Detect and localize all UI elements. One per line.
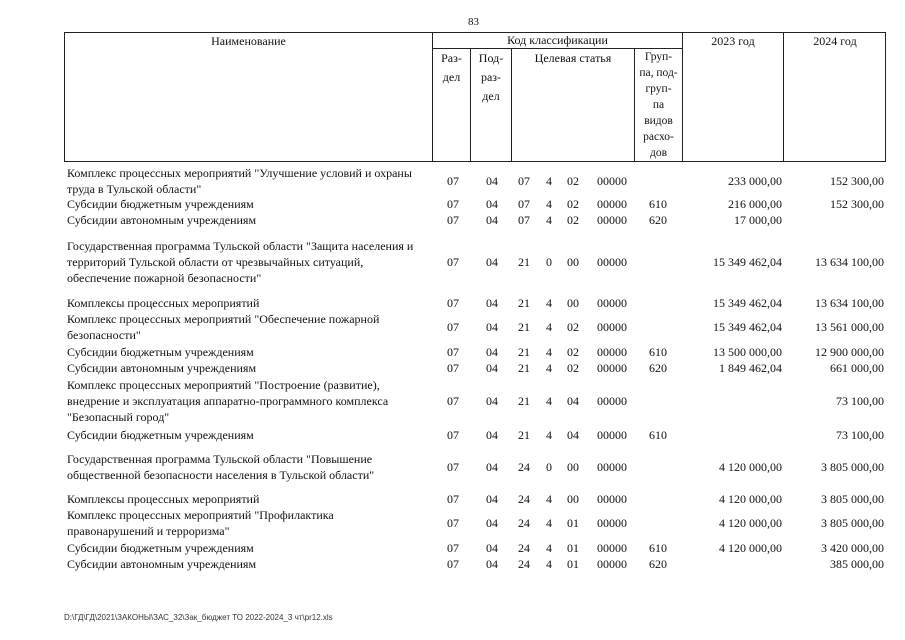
row-razdel: 07: [447, 296, 459, 310]
row-name: Комплекс процессных мероприятий "Профилактика правонарушений и терроризма": [67, 508, 334, 538]
row-podrazdel: 04: [486, 255, 498, 269]
row-cs1: 24: [518, 492, 530, 506]
row-cs2: 4: [546, 428, 552, 442]
row-vr: 620: [649, 557, 667, 571]
row-cs4: 00000: [597, 492, 627, 506]
row-cs4: 00000: [597, 255, 627, 269]
table-row: [0, 556, 905, 572]
row-vr: 620: [649, 361, 667, 375]
row-vr: 610: [649, 345, 667, 359]
row-name: Субсидии бюджетным учреждениям: [67, 428, 254, 442]
row-cs2: 4: [546, 394, 552, 408]
row-cs3: 02: [567, 320, 579, 334]
row-value-2024: 73 100,00: [836, 428, 884, 442]
row-vr: 620: [649, 213, 667, 227]
row-value-2024: 3 805 000,00: [821, 460, 884, 474]
row-cs1: 21: [518, 361, 530, 375]
table-row: [0, 196, 905, 212]
row-cs2: 4: [546, 320, 552, 334]
row-podrazdel: 04: [486, 320, 498, 334]
row-name: Комплекс процессных мероприятий "Улучшение условий и охраны труда в Тульской области": [67, 166, 412, 196]
row-cs4: 00000: [597, 213, 627, 227]
row-cs2: 4: [546, 213, 552, 227]
row-value-2024: 13 561 000,00: [815, 320, 884, 334]
header-group: Груп- па, под- груп- па видов расхо- дов: [639, 51, 678, 159]
row-value-2023: 216 000,00: [728, 197, 782, 211]
row-razdel: 07: [447, 541, 459, 555]
row-cs3: 02: [567, 197, 579, 211]
row-cs4: 00000: [597, 460, 627, 474]
row-razdel: 07: [447, 394, 459, 408]
row-cs2: 4: [546, 361, 552, 375]
row-razdel: 07: [447, 174, 459, 188]
row-cs4: 00000: [597, 394, 627, 408]
row-razdel: 07: [447, 361, 459, 375]
row-cs3: 01: [567, 557, 579, 571]
row-podrazdel: 04: [486, 197, 498, 211]
row-value-2024: 12 900 000,00: [815, 345, 884, 359]
row-cs3: 02: [567, 361, 579, 375]
row-podrazdel: 04: [486, 345, 498, 359]
row-cs4: 00000: [597, 320, 627, 334]
row-name: Комплексы процессных мероприятий: [67, 492, 260, 506]
table-header: [64, 32, 886, 162]
page-number: 83: [468, 16, 479, 28]
row-razdel: 07: [447, 345, 459, 359]
row-cs4: 00000: [597, 345, 627, 359]
table-row: [0, 344, 905, 360]
header-2023: 2023 год: [711, 34, 755, 48]
row-cs4: 00000: [597, 541, 627, 555]
row-cs1: 21: [518, 428, 530, 442]
row-name: Комплексы процессных мероприятий: [67, 296, 260, 310]
row-cs3: 00: [567, 492, 579, 506]
table-row: [0, 165, 905, 197]
row-cs2: 4: [546, 492, 552, 506]
row-value-2023: 1 849 462,04: [719, 361, 782, 375]
row-cs3: 00: [567, 296, 579, 310]
row-razdel: 07: [447, 255, 459, 269]
row-vr: 610: [649, 197, 667, 211]
row-cs2: 4: [546, 516, 552, 530]
row-value-2024: 13 634 100,00: [815, 296, 884, 310]
table-row: [0, 238, 905, 286]
row-value-2023: 233 000,00: [728, 174, 782, 188]
row-razdel: 07: [447, 428, 459, 442]
row-cs4: 00000: [597, 428, 627, 442]
row-podrazdel: 04: [486, 541, 498, 555]
row-cs2: 4: [546, 296, 552, 310]
row-cs1: 07: [518, 213, 530, 227]
row-vr: 610: [649, 428, 667, 442]
row-cs3: 00: [567, 255, 579, 269]
row-cs3: 01: [567, 541, 579, 555]
row-value-2024: 13 634 100,00: [815, 255, 884, 269]
row-podrazdel: 04: [486, 460, 498, 474]
row-podrazdel: 04: [486, 296, 498, 310]
table-row: [0, 311, 905, 343]
row-value-2024: 152 300,00: [830, 197, 884, 211]
row-razdel: 07: [447, 197, 459, 211]
row-cs3: 00: [567, 460, 579, 474]
row-cs2: 4: [546, 557, 552, 571]
row-cs2: 4: [546, 541, 552, 555]
row-razdel: 07: [447, 213, 459, 227]
row-cs1: 24: [518, 516, 530, 530]
row-cs2: 0: [546, 255, 552, 269]
row-value-2024: 385 000,00: [830, 557, 884, 571]
row-cs3: 04: [567, 428, 579, 442]
row-cs2: 4: [546, 345, 552, 359]
row-cs4: 00000: [597, 174, 627, 188]
row-cs4: 00000: [597, 296, 627, 310]
row-value-2024: 73 100,00: [836, 394, 884, 408]
row-name: Комплекс процессных мероприятий "Обеспечение пожарной безопасности": [67, 312, 380, 342]
table-row: [0, 540, 905, 556]
header-2024: 2024 год: [813, 34, 857, 48]
row-value-2023: 15 349 462,04: [713, 320, 782, 334]
row-cs1: 24: [518, 460, 530, 474]
row-value-2023: 4 120 000,00: [719, 492, 782, 506]
row-cs4: 00000: [597, 557, 627, 571]
row-cs3: 02: [567, 174, 579, 188]
table-row: [0, 451, 905, 483]
row-value-2024: 152 300,00: [830, 174, 884, 188]
row-razdel: 07: [447, 557, 459, 571]
table-row: [0, 427, 905, 443]
row-razdel: 07: [447, 516, 459, 530]
row-name: Государственная программа Тульской области "Защита населения и территорий Тульской области от чрезвычайных ситуаций, обеспечение пожарной безопасности": [67, 239, 414, 285]
row-value-2024: 661 000,00: [830, 361, 884, 375]
row-value-2023: 4 120 000,00: [719, 541, 782, 555]
row-cs1: 24: [518, 557, 530, 571]
row-name: Комплекс процессных мероприятий "Построение (развитие), внедрение и эксплуатация аппаратно-программного комплекса "Безопасный город": [67, 378, 389, 424]
row-cs1: 21: [518, 255, 530, 269]
row-cs3: 04: [567, 394, 579, 408]
row-name: Субсидии бюджетным учреждениям: [67, 541, 254, 555]
header-name: Наименование: [211, 34, 286, 48]
row-value-2023: 15 349 462,04: [713, 255, 782, 269]
row-value-2023: 4 120 000,00: [719, 516, 782, 530]
row-cs2: 4: [546, 197, 552, 211]
row-cs1: 07: [518, 174, 530, 188]
row-cs1: 21: [518, 394, 530, 408]
row-name: Государственная программа Тульской области "Повышение общественной безопасности населения в Тульской области": [67, 452, 375, 482]
row-razdel: 07: [447, 320, 459, 334]
row-cs1: 07: [518, 197, 530, 211]
row-razdel: 07: [447, 460, 459, 474]
row-vr: 610: [649, 541, 667, 555]
header-section: Раз- дел: [441, 51, 462, 84]
row-cs4: 00000: [597, 516, 627, 530]
row-podrazdel: 04: [486, 492, 498, 506]
table-row: [0, 377, 905, 425]
row-name: Субсидии бюджетным учреждениям: [67, 345, 254, 359]
row-cs2: 0: [546, 460, 552, 474]
row-name: Субсидии автономным учреждениям: [67, 557, 257, 571]
row-podrazdel: 04: [486, 213, 498, 227]
row-cs4: 00000: [597, 197, 627, 211]
table-row: [0, 360, 905, 376]
row-cs1: 24: [518, 541, 530, 555]
header-code: Код классификации: [507, 33, 608, 47]
header-target: Целевая статья: [534, 51, 612, 65]
row-value-2023: 13 500 000,00: [713, 345, 782, 359]
table-row: [0, 212, 905, 228]
row-value-2023: 15 349 462,04: [713, 296, 782, 310]
row-name: Субсидии автономным учреждениям: [67, 361, 257, 375]
row-razdel: 07: [447, 492, 459, 506]
row-cs1: 21: [518, 296, 530, 310]
row-cs4: 00000: [597, 361, 627, 375]
row-cs1: 21: [518, 345, 530, 359]
row-name: Субсидии автономным учреждениям: [67, 213, 257, 227]
row-cs3: 02: [567, 213, 579, 227]
row-cs2: 4: [546, 174, 552, 188]
table-row: [0, 295, 905, 311]
row-podrazdel: 04: [486, 557, 498, 571]
table-row: [0, 491, 905, 507]
row-value-2024: 3 805 000,00: [821, 492, 884, 506]
header-subsection: Под- раз- дел: [478, 51, 504, 103]
row-podrazdel: 04: [486, 394, 498, 408]
row-value-2024: 3 420 000,00: [821, 541, 884, 555]
row-value-2023: 17 000,00: [734, 213, 782, 227]
row-value-2023: 4 120 000,00: [719, 460, 782, 474]
row-cs3: 02: [567, 345, 579, 359]
row-podrazdel: 04: [486, 516, 498, 530]
row-podrazdel: 04: [486, 361, 498, 375]
row-value-2024: 3 805 000,00: [821, 516, 884, 530]
row-cs1: 21: [518, 320, 530, 334]
file-path-footer: D:\ГД\ГД\2021\ЗАКОНЫ\ЗАС_32\Зак_бюджет ТО 2022-2024_3 чт\pr12.xls: [64, 613, 333, 622]
row-name: Субсидии бюджетным учреждениям: [67, 197, 254, 211]
table-row: [0, 507, 905, 539]
row-podrazdel: 04: [486, 174, 498, 188]
row-podrazdel: 04: [486, 428, 498, 442]
row-cs3: 01: [567, 516, 579, 530]
